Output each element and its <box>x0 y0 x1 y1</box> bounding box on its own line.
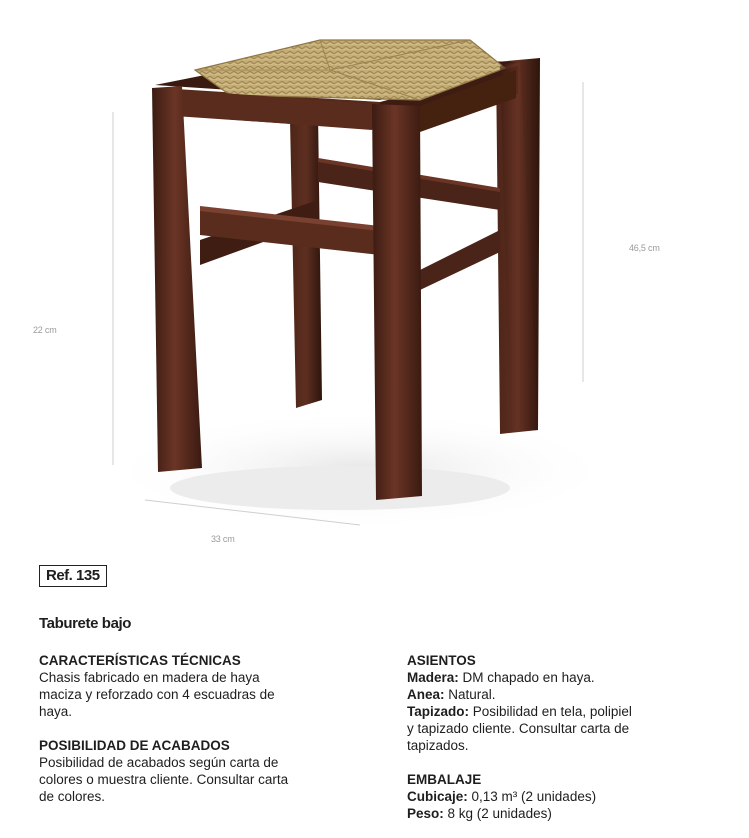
tech-line: maciza y reforzado con 4 escuadras de <box>39 687 275 702</box>
pack-heading: EMBALAJE <box>407 772 482 787</box>
left-column <box>39 652 339 805</box>
finish-line: Posibilidad de acabados según carta de <box>39 755 279 770</box>
height-label-left: 22 cm <box>33 325 57 335</box>
right-column <box>407 652 707 822</box>
peso-value: 8 kg (2 unidades) <box>443 806 552 821</box>
cubicaje-label: Cubicaje: <box>407 789 468 804</box>
madera-label: Madera: <box>407 670 459 685</box>
tapizado-line: y tapizado cliente. Consultar carta de <box>407 721 630 736</box>
madera-row <box>407 669 707 686</box>
tapizado-label: Tapizado: <box>407 704 469 719</box>
reference-badge: Ref. 135 <box>39 565 107 587</box>
finish-line: colores o muestra cliente. Consultar carta <box>39 772 289 787</box>
product-title: Taburete bajo <box>39 615 132 632</box>
anea-value: Natural. <box>444 687 496 702</box>
madera-value: DM chapado en haya. <box>458 670 595 685</box>
cubicaje-value: 0,13 m³ (2 unidades) <box>467 789 597 804</box>
finish-line: de colores. <box>39 789 106 804</box>
peso-row <box>407 805 707 822</box>
tapizado-value: Posibilidad en tela, polipiel <box>469 704 632 719</box>
tapizado-row <box>407 703 707 720</box>
finish-heading: POSIBILIDAD DE ACABADOS <box>39 738 230 753</box>
anea-label: Anea: <box>407 687 445 702</box>
cubicaje-row <box>407 788 707 805</box>
tech-line: haya. <box>39 704 73 719</box>
tapizado-line: tapizados. <box>407 738 469 753</box>
tech-line: Chasis fabricado en madera de haya <box>39 670 260 685</box>
anea-row <box>407 686 707 703</box>
width-label: 33 cm <box>211 534 235 544</box>
peso-label: Peso: <box>407 806 444 821</box>
seats-heading: ASIENTOS <box>407 653 476 668</box>
height-label-right: 46,5 cm <box>629 243 660 253</box>
tech-heading: CARACTERÍSTICAS TÉCNICAS <box>39 653 241 668</box>
